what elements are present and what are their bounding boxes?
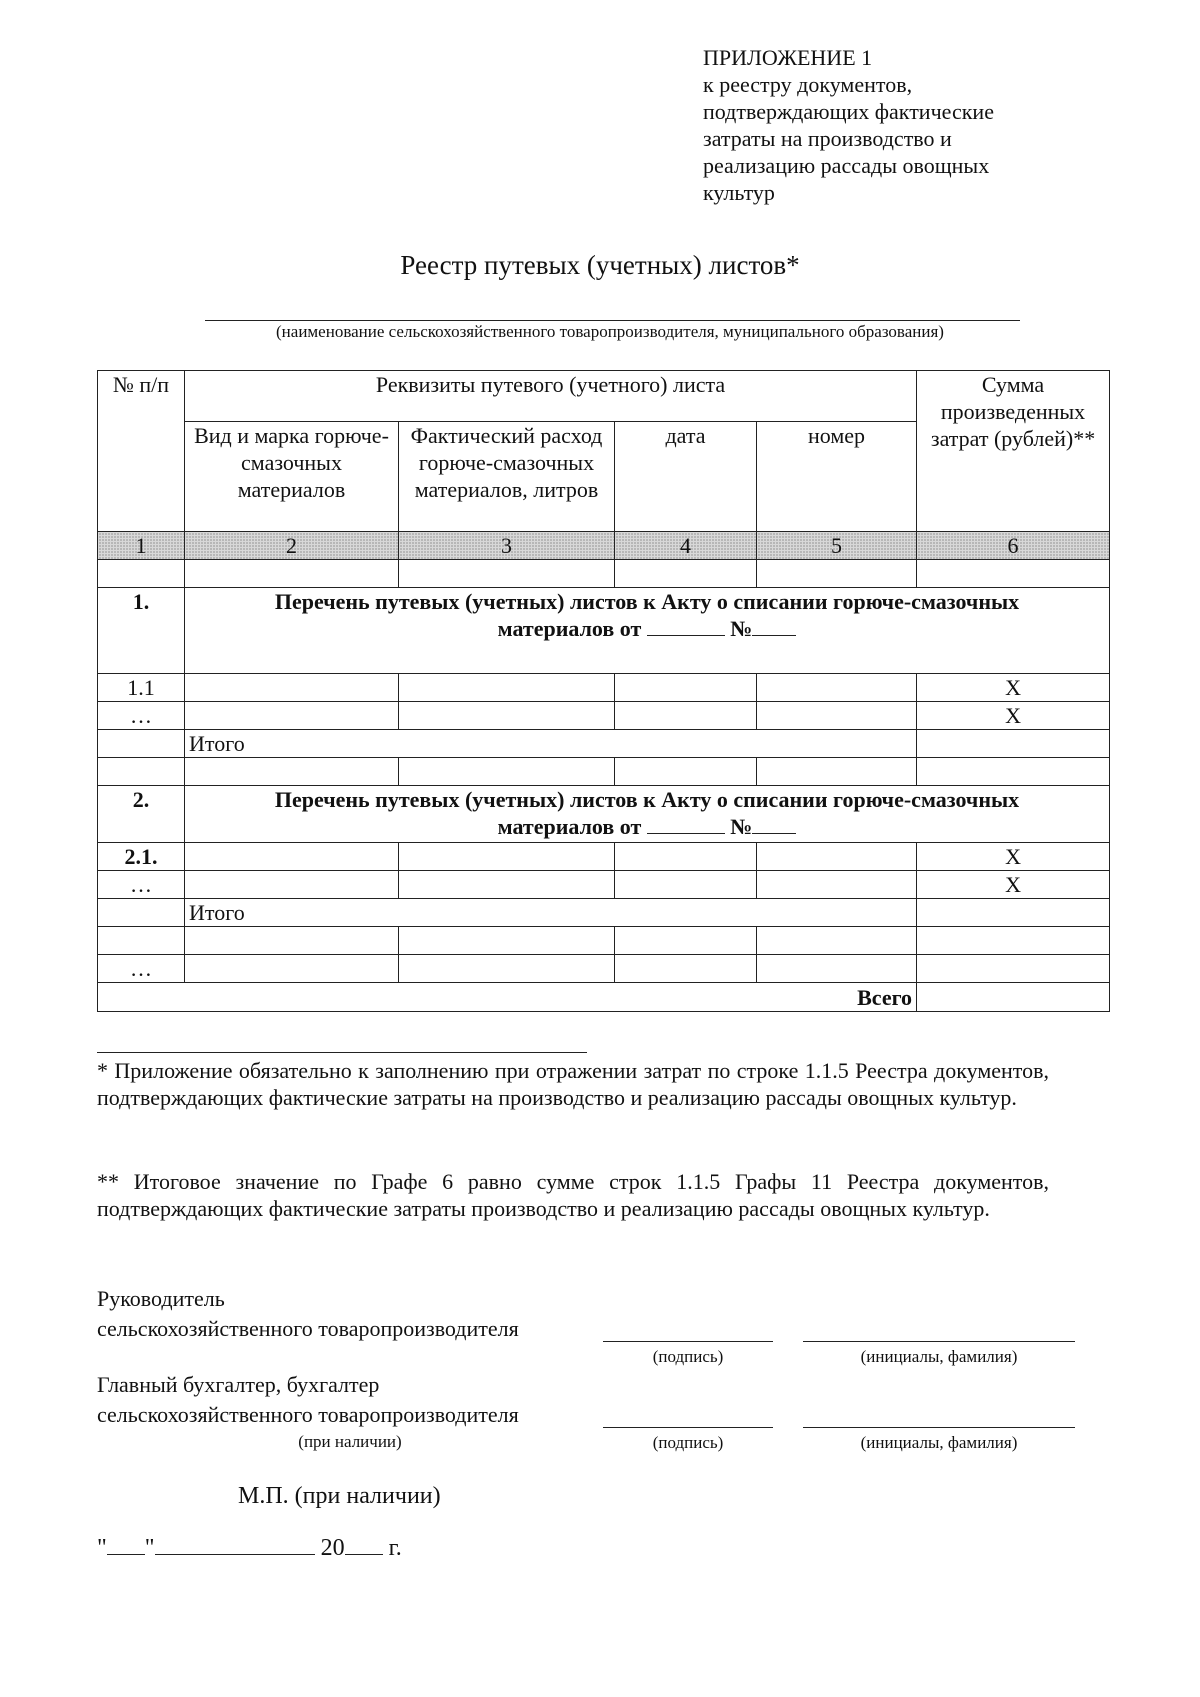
header-no: № п/п	[98, 371, 185, 532]
table-cell[interactable]	[399, 560, 615, 588]
column-number: 4	[615, 532, 757, 560]
table-row	[98, 560, 1110, 588]
table-cell[interactable]	[917, 560, 1110, 588]
date-day-blank[interactable]	[107, 1536, 145, 1555]
table-cell[interactable]	[399, 702, 615, 730]
table-cell[interactable]	[615, 843, 757, 871]
appendix-line: ПРИЛОЖЕНИЕ 1	[703, 45, 873, 70]
subtotal-label: Итого	[185, 899, 917, 927]
table-row	[98, 927, 1110, 955]
section-2-title-row	[98, 786, 1110, 843]
table-cell[interactable]	[185, 955, 399, 983]
section-2-title	[185, 786, 1110, 843]
accountant-name-line[interactable]	[803, 1427, 1075, 1428]
column-number: 5	[757, 532, 917, 560]
table-row	[98, 758, 1110, 786]
table-cell[interactable]	[615, 674, 757, 702]
appendix-line: затраты на производство и	[703, 126, 952, 151]
table-cell[interactable]	[185, 702, 399, 730]
section-2-date-blank[interactable]	[647, 815, 725, 834]
footnote-1: * Приложение обязательно к заполнению при отражении затрат по строке 1.1.5 Реестра документов, подтверждающих фактические затраты на производство и реализацию рассады овощных культур.	[97, 1058, 1049, 1110]
column-number: 6	[917, 532, 1110, 560]
organization-name-line[interactable]	[205, 320, 1020, 321]
table-cell[interactable]	[185, 871, 399, 899]
document-title: Реестр путевых (учетных) листов*	[400, 250, 800, 280]
section-2-act-number-blank[interactable]	[752, 815, 796, 834]
table-cell[interactable]	[917, 927, 1110, 955]
table-row	[98, 674, 1110, 702]
table-cell[interactable]	[185, 758, 399, 786]
head-name-caption: (инициалы, фамилия)	[860, 1347, 1018, 1366]
appendix-line: культур	[703, 180, 775, 205]
row-mark: X	[917, 674, 1110, 702]
row-mark: X	[917, 702, 1110, 730]
footnote-2: ** Итоговое значение по Графе 6 равно сумме строк 1.1.5 Графы 11 Реестра документов, подтверждающих фактические затраты производство и реализацию рассады овощных культур.	[97, 1169, 1049, 1221]
date-year-suffix: г.	[388, 1535, 402, 1561]
stamp-place: М.П. (при наличии)	[238, 1483, 441, 1509]
date-month-blank[interactable]	[155, 1536, 315, 1555]
table-cell[interactable]	[917, 758, 1110, 786]
section-2-title-line2	[189, 813, 1105, 840]
head-name-line[interactable]	[803, 1341, 1075, 1342]
table-row	[98, 702, 1110, 730]
footnote-divider	[97, 1052, 587, 1053]
row-number: …	[98, 871, 185, 899]
table-cell[interactable]	[615, 702, 757, 730]
table-cell[interactable]	[185, 843, 399, 871]
table-cell[interactable]	[185, 560, 399, 588]
table-cell[interactable]	[615, 871, 757, 899]
table-cell[interactable]	[615, 560, 757, 588]
column-number-row	[98, 532, 1110, 560]
table-cell[interactable]	[757, 955, 917, 983]
date-quote-open: "	[97, 1535, 107, 1561]
table-cell[interactable]	[917, 955, 1110, 983]
head-signature-caption: (подпись)	[652, 1347, 724, 1366]
table-cell[interactable]	[615, 927, 757, 955]
date-year-prefix: 20	[320, 1535, 345, 1561]
grand-total-value[interactable]	[917, 983, 1110, 1012]
table-header-row	[98, 371, 1110, 422]
head-signature-line[interactable]	[603, 1341, 773, 1342]
accountant-title-line1: Главный бухгалтер, бухгалтер	[97, 1372, 380, 1397]
appendix-line: к реестру документов,	[703, 72, 913, 97]
section-2-no-label: №	[730, 814, 753, 839]
table-cell	[98, 730, 185, 758]
header-fuel-consumption: Фактический расход горюче-смазочных материалов, литров	[399, 422, 615, 532]
grand-total-label: Всего	[98, 983, 917, 1012]
column-number: 1	[98, 532, 185, 560]
table-row	[98, 871, 1110, 899]
table-cell[interactable]	[98, 560, 185, 588]
row-number: …	[98, 955, 185, 983]
accountant-signature-caption: (подпись)	[652, 1433, 724, 1452]
section-2-number: 2.	[98, 786, 185, 843]
table-cell[interactable]	[399, 927, 615, 955]
date-quote-close: "	[144, 1535, 155, 1561]
section-1-no-label: №	[730, 616, 753, 641]
row-mark: X	[917, 843, 1110, 871]
section-1-number: 1.	[98, 588, 185, 674]
accountant-signature-line[interactable]	[603, 1427, 773, 1428]
table-cell[interactable]	[399, 758, 615, 786]
table-cell[interactable]	[615, 955, 757, 983]
table-cell[interactable]	[98, 758, 185, 786]
column-number: 2	[185, 532, 399, 560]
table-cell[interactable]	[399, 674, 615, 702]
section-1-title-prefix: материалов от	[497, 616, 642, 641]
section-1-title-line2	[189, 615, 1105, 642]
section-1-title-line: Перечень путевых (учетных) листов к Акту о списании горюче-смазочных	[274, 589, 1020, 614]
header-date: дата	[615, 422, 757, 532]
table-cell[interactable]	[757, 871, 917, 899]
column-number: 3	[399, 532, 615, 560]
table-cell[interactable]	[757, 560, 917, 588]
subtotal-value[interactable]	[917, 730, 1110, 758]
date-line	[97, 1535, 402, 1562]
subtotal-value[interactable]	[917, 899, 1110, 927]
table-cell[interactable]	[185, 674, 399, 702]
appendix-header	[703, 44, 994, 206]
section-2-title-prefix: материалов от	[497, 814, 642, 839]
header-waybill-details: Реквизиты путевого (учетного) листа	[185, 371, 917, 422]
table-cell[interactable]	[185, 927, 399, 955]
section-1-date-blank[interactable]	[647, 617, 725, 636]
table-cell[interactable]	[757, 758, 917, 786]
table-cell[interactable]	[399, 955, 615, 983]
header-sum: Сумма произведенных затрат (рублей)**	[917, 371, 1110, 532]
head-title-line1: Руководитель	[97, 1286, 225, 1311]
grand-total-row	[98, 983, 1110, 1012]
appendix-line: реализацию рассады овощных	[703, 153, 990, 178]
accountant-title-line2: сельскохозяйственного товаропроизводителя	[97, 1402, 519, 1427]
table-cell[interactable]	[399, 843, 615, 871]
table-cell[interactable]	[757, 674, 917, 702]
table-row	[98, 955, 1110, 983]
section-1-title-row	[98, 588, 1110, 674]
table-cell[interactable]	[98, 927, 185, 955]
row-mark: X	[917, 871, 1110, 899]
appendix-line: подтверждающих фактические	[703, 99, 994, 124]
header-number: номер	[757, 422, 917, 532]
row-number: 2.1.	[98, 843, 185, 871]
table-cell[interactable]	[757, 702, 917, 730]
accountant-name-caption: (инициалы, фамилия)	[860, 1433, 1018, 1452]
section-1-act-number-blank[interactable]	[752, 617, 796, 636]
registry-table	[97, 370, 1110, 1012]
subtotal-row	[98, 899, 1110, 927]
subtotal-row	[98, 730, 1110, 758]
table-cell[interactable]	[615, 758, 757, 786]
table-cell[interactable]	[399, 871, 615, 899]
table-cell[interactable]	[757, 843, 917, 871]
table-cell	[98, 899, 185, 927]
accountant-note: (при наличии)	[298, 1432, 402, 1451]
date-year-blank[interactable]	[345, 1536, 383, 1555]
subtotal-label: Итого	[185, 730, 917, 758]
organization-caption: (наименование сельскохозяйственного товаропроизводителя, муниципального образования)	[276, 322, 944, 341]
head-title-line2: сельскохозяйственного товаропроизводителя	[97, 1316, 519, 1341]
table-cell[interactable]	[757, 927, 917, 955]
table-row	[98, 843, 1110, 871]
section-2-title-line: Перечень путевых (учетных) листов к Акту о списании горюче-смазочных	[274, 787, 1020, 812]
row-number: 1.1	[98, 674, 185, 702]
header-fuel-type: Вид и марка горюче-смазочных материалов	[185, 422, 399, 532]
section-1-title	[185, 588, 1110, 674]
row-number: …	[98, 702, 185, 730]
